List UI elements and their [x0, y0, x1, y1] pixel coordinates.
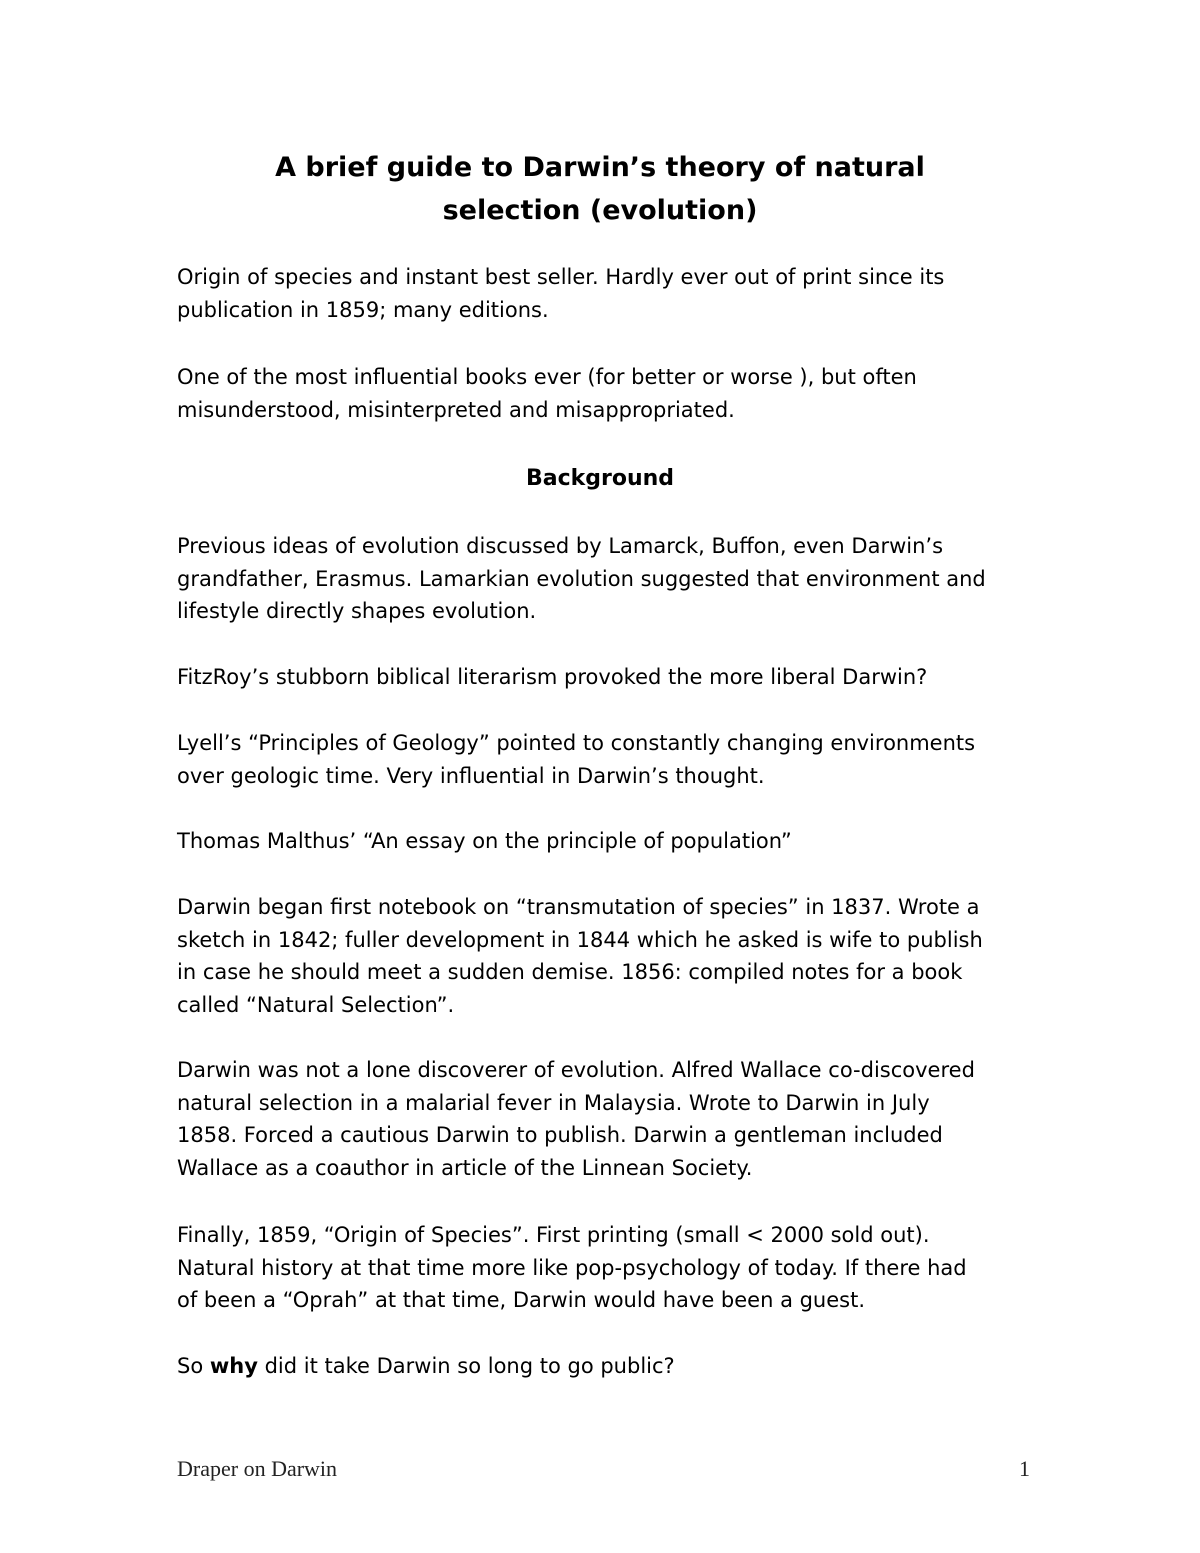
background-paragraph-3 [177, 727, 1057, 792]
paragraph-line: publication in 1859; many editions. [177, 297, 549, 322]
paragraph-line: misunderstood, misinterpreted and misappropriated. [177, 397, 735, 422]
background-paragraph-4 [177, 825, 1057, 858]
paragraph-line: Finally, 1859, “Origin of Species”. First printing (small < 2000 sold out). [177, 1223, 930, 1247]
paragraph-line: natural selection in a malarial fever in Malaysia. Wrote to Darwin in July [177, 1090, 930, 1115]
paragraph-line: Thomas Malthus’ “An essay on the principle of population” [177, 829, 792, 853]
title-line-1: A brief guide to Darwin’s theory of natural [275, 152, 925, 183]
intro-paragraph-1 [177, 261, 1057, 326]
background-paragraph-6 [177, 1054, 1057, 1184]
paragraph-line: Darwin began first notebook on “transmutation of species” in 1837. Wrote a [177, 895, 980, 919]
question-end: did it take Darwin so long to go public? [257, 1354, 675, 1378]
background-paragraph-7 [177, 1219, 1057, 1317]
paragraph-line: called “Natural Selection”. [177, 992, 455, 1017]
paragraph-line: lifestyle directly shapes evolution. [177, 599, 537, 623]
paragraph-line: Lyell’s “Principles of Geology” pointed to constantly changing environments [177, 731, 976, 755]
background-paragraph-1 [177, 530, 1057, 628]
title-line-2: selection (evolution) [442, 195, 758, 226]
footer-text: Draper on Darwin [177, 1456, 338, 1481]
background-paragraph-2 [177, 661, 1057, 694]
paragraph-line: One of the most influential books ever (for better or worse ), but often [177, 365, 917, 389]
paragraph-line: Darwin was not a lone discoverer of evolution. Alfred Wallace co-discovered [177, 1058, 975, 1082]
paragraph-line: Natural history at that time more like pop-psychology of today. If there had [177, 1255, 967, 1280]
background-paragraph-5 [177, 891, 1057, 1021]
paragraph-line: FitzRoy’s stubborn biblical literarism provoked the more liberal Darwin? [177, 665, 928, 689]
document-title [0, 146, 1200, 232]
final-question [177, 1350, 1057, 1383]
intro-paragraph-2 [177, 361, 1057, 426]
paragraph-line: grandfather, Erasmus. Lamarkian evolution suggested that environment and [177, 566, 986, 591]
section-heading-background: Background [525, 466, 675, 491]
paragraph-line: 1858. Forced a cautious Darwin to publish. Darwin a gentleman included [177, 1123, 943, 1147]
paragraph-line: Origin of species and instant best seller. Hardly ever out of print since its [177, 265, 945, 289]
question-emphasis: why [209, 1354, 258, 1378]
page-number: 1 [1019, 1456, 1030, 1481]
paragraph-line: in case he should meet a sudden demise. 1856: compiled notes for a book [177, 960, 963, 984]
paragraph-line [177, 1350, 1057, 1383]
paragraph-line: Wallace as a coauthor in article of the Linnean Society. [177, 1155, 753, 1180]
paragraph-line: Previous ideas of evolution discussed by Lamarck, Buffon, even Darwin’s [177, 534, 944, 558]
paragraph-line: over geologic time. Very influential in Darwin’s thought. [177, 763, 765, 788]
paragraph-line: sketch in 1842; fuller development in 1844 which he asked is wife to publish [177, 927, 983, 952]
question-start: So [177, 1354, 210, 1378]
paragraph-line: of been a “Oprah” at that time, Darwin would have been a guest. [177, 1288, 866, 1312]
